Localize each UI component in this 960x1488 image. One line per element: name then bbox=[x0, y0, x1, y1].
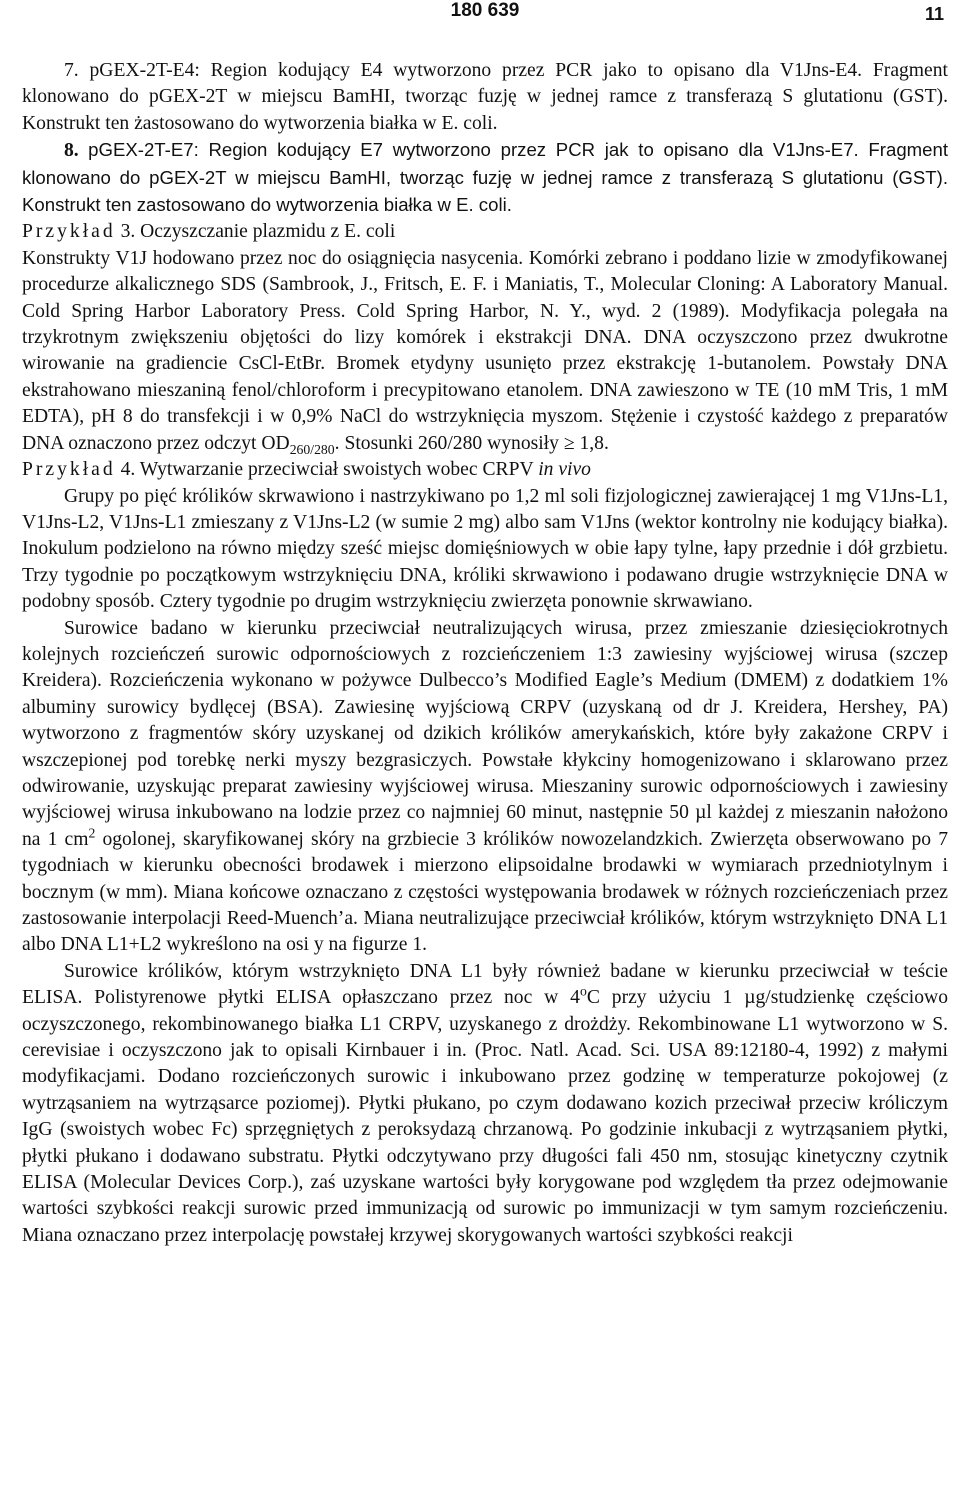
document-body bbox=[22, 58, 948, 1249]
cm2-superscript: 2 bbox=[88, 825, 96, 841]
patent-number: 180 639 bbox=[450, 0, 520, 21]
page-header bbox=[22, 0, 948, 32]
example-3-body bbox=[22, 246, 948, 457]
example-3-text-b: . Stosunki 260/280 wynosiły ≥ 1,8. bbox=[334, 432, 609, 454]
example-3-heading bbox=[22, 219, 948, 245]
example-3-text-a: Konstrukty V1J hodowano przez noc do osiągnięcia nasycenia. Komórki zebrano i poddano lizie w zmodyfikowanej procedurze alkalicznego SDS (Sambrook, J., Fritsch, E. F. i Maniatis, T., Molecular Cloning: A Laboratory Manual. Cold Spring Harbor Laboratory Press. Cold Spring Harbor, N. Y., wyd. 2 (1989). Modyfikacja polegała na trzykrotnym zwiększeniu objętości do lizy komórek i ekstrakcji DNA. DNA oczyszczono przez dwukrotne wirowanie na gradiencie CsCl-EtBr. Bromek etydyny usunięto przez ekstrakcję 1-butanolem. Powstały DNA ekstrahowano mieszaniną fenol/chloroform i precypitowano etanolem. DNA zawieszono w TE (10 mM Tris, 1 mM EDTA), pH 8 do transfekcji i w 0,9% NaCl do wstrzyknięcia myszom. Stężenie i czystość każdego z preparatów DNA oznaczono przez odczyt OD bbox=[22, 247, 948, 454]
example-4-heading bbox=[22, 457, 948, 483]
item-8-text: pGEX-2T-E7: Region kodujący E7 wytworzono przez PCR jak to opisano dla V1Jns-E7. Fragment klonowano do pGEX-2T w miejscu BamHI, tworząc fuzję w jednej ramce z transferazą S glutationu (GST). Konstrukt ten zastosowano do wytworzenia białka w E. coli. bbox=[22, 139, 948, 216]
example-4-paragraph-3 bbox=[22, 959, 948, 1249]
example-4-p2-text-b: ogolonej, skaryfikowanej skóry na grzbiecie 3 królików nowozelandzkich. Zwierzęta obserwowano po 7 tygodniach w kierunku obecności brodawek i mierzono elipsoidalne brodawki w wymiarach przedniotylnym i bocznym (w mm). Miana końcowe oznaczano z częstości występowania brodawek w różnych rozcieńczeniach przez zastosowanie interpolacji Reed-Muench’a. Miana neutralizujące przeciwciał królików, którym wstrzyknięto DNA L1 albo DNA L1+L2 wykreślono na osi y na figurze 1. bbox=[22, 828, 948, 956]
example-4-p3-text-a: Surowice królików, którym wstrzyknięto DNA L1 były również badane w kierunku przeciwciał w teście ELISA. Polistyrenowe płytki ELISA opłaszczano przez noc w 4 bbox=[22, 960, 948, 1009]
example-4-paragraph-2 bbox=[22, 616, 948, 959]
page-number: 11 bbox=[924, 4, 944, 24]
paragraph-item-7: 7. pGEX-2T-E4: Region kodujący E4 wytworzono przez PCR jako to opisano dla V1Jns-E4. Fragment klonowano do pGEX-2T w miejscu BamHI, tworząc fuzję w jednej ramce z transferazą S glutationu (GST). Konstrukt ten żastosowano do wytworzenia białka w E. coli. bbox=[22, 60, 948, 134]
example-4-p3-text-b: C przy użyciu 1 µg/studzienkę częściowo oczyszczonego, rekombinowanego białka L1 CRPV, uzyskanego z drożdży. Rekombinowane L1 wytworzono w S. cerevisiae i oczyszczono jak to opisali Kirnbauer i in. (Proc. Natl. Acad. Sci. USA 89:12180-4, 1992) z małymi modyfikacjami. Dodano rozcieńczonych surowic i inkubowano przez godzinę w temperaturze pokojowej (z wytrząsaniem na wytrząsarce poziomej). Płytki płukano, po czym dodawano kozich przeciwał przeciw króliczym IgG (swoistych wobec Fc) sprzęgniętych z peroksydazą chrzanową. Po godzinie inkubacji z wytrząsaniem płytki, płytki płukano i dodawano substratu. Płytki odczytywano przy długości fali 450 nm, stosując kinetyczny czytnik ELISA (Molecular Devices Corp.), zaś uzyskane wartości były korygowane pod względem tła przez odejmowanie wartości szybkości reakcji surowic przed immunizacją od surowic po immunizacji w tym samym rozcieńczeniu. Miana oznaczano przez interpolację powstałej krzywej skorygowanych wartości szybkości reakcji bbox=[22, 987, 948, 1246]
paragraph-item-8 bbox=[22, 137, 948, 219]
example-4-title: 4. Wytwarzanie przeciwciał swoistych wobec CRPV bbox=[120, 459, 539, 481]
example-4-p2-text-a: Surowice badano w kierunku przeciwciał neutralizujących wirusa, przez zmieszanie dziesięciokrotnych kolejnych rozcieńczeń surowic odpornościowych z rozcieńczeniem 1:3 zawiesiny wyjściowej wirusa (szczep Kreidera). Rozcieńczenia wykonano w pożywce Dulbecco’s Modified Eagle’s Medium (DMEM) z dodatkiem 1% albuminy surowicy bydlęcej (BSA). Zawiesinę wyjściową CRPV (uzyskaną od dr J. Kreidera, Hershey, PA) wytworzono z fragmentów skóry uzyskanej od dzikich królików amerykańskich, które były zakażone CRPV i wszczepionej pod torebkę nerki myszy bezgrasiczych. Powstałe kłykciny homogenizowano i sklarowano przez odwirowanie, uzyskując preparat zawiesiny wyjściowej wirusa. Mieszaniny surowic odpornościowych i zawiesiny wyjściowej wirusa inkubowano na lodzie przez co najmniej 60 minut, następnie 50 µl każdej z mieszanin nałożono na 1 cm bbox=[22, 617, 948, 850]
example-3-label: Przykład bbox=[22, 221, 116, 243]
example-4-label: Przykład bbox=[22, 459, 116, 481]
example-4-paragraph-1: Grupy po pięć królików skrwawiono i nastrzykiwano po 1,2 ml soli fizjologicznej zawierającej 1 mg V1Jns-L1, V1Jns-L2, V1Jns-L1 zmieszany z V1Jns-L2 (w sumie 2 mg) albo sam V1Jns (wektor kontrolny nie kodujący białka). Inokulum podzielono na równo między sześć miejsc domięśniowych w obie łapy tylne, łapy przednie i dół grzbietu. Trzy tygodnie po początkowym wstrzyknięciu DNA, króliki skrwawiono i podawano drugie wstrzyknięcie DNA w podobny sposób. Cztery tygodnie po drugim wstrzyknięciu zwierzęta ponownie skrwawiano. bbox=[22, 485, 948, 613]
od-subscript: 260/280 bbox=[289, 441, 335, 457]
example-4-title-italic: in vivo bbox=[538, 459, 591, 481]
degree-superscript: o bbox=[579, 983, 587, 999]
example-3-title: 3. Oczyszczanie plazmidu z E. coli bbox=[120, 221, 396, 243]
item-8-number: 8. bbox=[64, 140, 79, 162]
